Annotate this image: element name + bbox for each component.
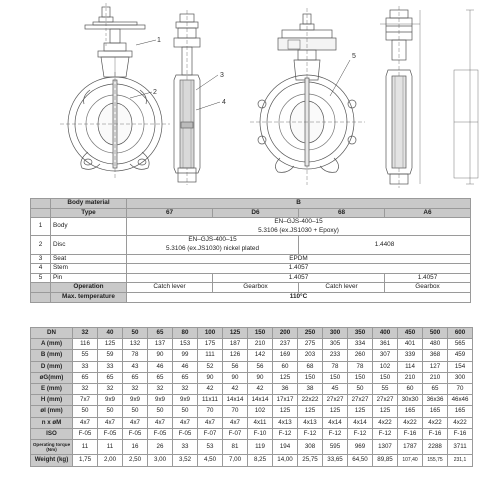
dimension-cell: 68 [298, 361, 323, 372]
dimension-cell: 165 [448, 406, 473, 417]
type-a6: A6 [385, 208, 471, 218]
dimension-cell: 33,65 [323, 454, 348, 466]
dimension-cell: 150 [373, 372, 398, 383]
dimension-cell: 210 [423, 372, 448, 383]
dimension-cell: 187 [223, 339, 248, 350]
dimension-cell: 4x14 [348, 417, 373, 428]
dimension-cell: 53 [198, 439, 223, 454]
dimension-cell: 33 [98, 361, 123, 372]
dimension-cell: 127 [423, 361, 448, 372]
dimension-cell: 231,1 [448, 454, 473, 466]
dimension-cell: 36 [273, 383, 298, 394]
dimension-row [31, 417, 473, 428]
dimension-cell: 8,25 [248, 454, 273, 466]
dimension-row-label: øI (mm) [31, 406, 73, 417]
dimension-cell: 70 [448, 383, 473, 394]
dimension-cell: 50 [148, 406, 173, 417]
dimension-cell: 459 [448, 350, 473, 361]
dimension-cell: F-12 [298, 428, 323, 439]
dimension-cell: 210 [398, 372, 423, 383]
dimension-cell: 2,50 [123, 454, 148, 466]
dimension-cell: 4,50 [198, 454, 223, 466]
dimension-cell: 32 [173, 383, 198, 394]
dimension-cell: 32 [73, 383, 98, 394]
dimension-cell: F-05 [173, 428, 198, 439]
dimension-cell: 111 [198, 350, 223, 361]
dimension-cell: F-16 [398, 428, 423, 439]
dimension-cell: 36x36 [423, 395, 448, 406]
operation-row: Operation Catch lever Gearbox Catch lever Gearbox [31, 283, 471, 293]
dimension-row-label: E (mm) [31, 383, 73, 394]
dimension-cell: 42 [248, 383, 273, 394]
dn-value: 100 [198, 328, 223, 339]
dimension-row [31, 428, 473, 439]
dimension-cell: 154 [448, 361, 473, 372]
dimension-cell: F-05 [148, 428, 173, 439]
dimension-cell: 165 [398, 406, 423, 417]
dimension-cell: 89,85 [373, 454, 398, 466]
dimension-row-label: H (mm) [31, 395, 73, 406]
dimension-cell: 50 [348, 383, 373, 394]
dimension-cell: 43 [123, 361, 148, 372]
dimension-row [31, 439, 473, 454]
part-row-seat: 3 Seat EPDM [31, 254, 471, 264]
dn-value: 350 [348, 328, 373, 339]
dimension-cell: 102 [373, 361, 398, 372]
dimension-row [31, 350, 473, 361]
dimension-cell: 78 [348, 361, 373, 372]
dimension-cell: 81 [223, 439, 248, 454]
dimension-cell: 114 [398, 361, 423, 372]
dimension-cell: 90 [223, 372, 248, 383]
dimension-cell: 38 [298, 383, 323, 394]
dimension-cell: 116 [73, 339, 98, 350]
dimension-cell: 150 [298, 372, 323, 383]
dimension-row [31, 372, 473, 383]
dimension-cell: 4x22 [398, 417, 423, 428]
dn-value: 40 [98, 328, 123, 339]
operation-label: Operation [51, 283, 127, 293]
dimension-cell: 90 [198, 372, 223, 383]
type-68: 68 [299, 208, 385, 218]
dimension-cell: 4x22 [448, 417, 473, 428]
dimension-row [31, 406, 473, 417]
dimension-cell: F-12 [273, 428, 298, 439]
dn-label: DN [31, 328, 73, 339]
dimension-cell: 27x27 [348, 395, 373, 406]
dimension-cell: 165 [423, 406, 448, 417]
dimension-cell: 50 [173, 406, 198, 417]
dimension-cell: 275 [298, 339, 323, 350]
dimension-cell: 60 [398, 383, 423, 394]
dn-value: 450 [398, 328, 423, 339]
dimension-cell: 107,40 [398, 454, 423, 466]
dimension-cell: 334 [348, 339, 373, 350]
dimension-cell: 125 [323, 406, 348, 417]
type-d6: D6 [213, 208, 299, 218]
dimension-cell: 11x11 [198, 395, 223, 406]
dimension-cell: 125 [373, 406, 398, 417]
dimensions-table [30, 327, 473, 467]
dimension-cell: 55 [73, 350, 98, 361]
dimension-cell: 17x17 [273, 395, 298, 406]
max-temperature-row [31, 292, 471, 302]
dimension-cell: 307 [373, 350, 398, 361]
dimension-cell: 175 [198, 339, 223, 350]
dimension-cell: 60 [273, 361, 298, 372]
body-material-label: Body material [51, 199, 127, 209]
dimension-cell: 30x30 [398, 395, 423, 406]
dimension-cell: 4x7 [98, 417, 123, 428]
dimension-cell: 4x7 [123, 417, 148, 428]
dimension-cell: 25,75 [298, 454, 323, 466]
dimension-cell: 150 [323, 372, 348, 383]
part-row-body: 1 Body EN–GJS-400–15 5.3106 (ex.JS1030 + Epoxy) [31, 218, 471, 236]
dimension-cell: 150 [348, 372, 373, 383]
dn-header-row [31, 328, 473, 339]
dn-value: 80 [173, 328, 198, 339]
dimension-cell: 9x9 [173, 395, 198, 406]
type-67: 67 [127, 208, 213, 218]
dimension-cell: 65 [423, 383, 448, 394]
dimension-cell: 126 [223, 350, 248, 361]
dimension-cell: 1307 [373, 439, 398, 454]
dimension-row-label: ISO [31, 428, 73, 439]
dimension-row-label: A (mm) [31, 339, 73, 350]
dimension-cell: 142 [248, 350, 273, 361]
dimension-cell: 59 [98, 350, 123, 361]
dimension-cell: 27x27 [373, 395, 398, 406]
dimension-cell: F-05 [73, 428, 98, 439]
dimension-cell: 4x13 [273, 417, 298, 428]
dimension-cell: 33 [173, 439, 198, 454]
dimension-cell: 56 [248, 361, 273, 372]
dimension-cell: 22x22 [298, 395, 323, 406]
dn-value: 65 [148, 328, 173, 339]
dimension-cell: 4x7 [198, 417, 223, 428]
dimension-cell: 153 [173, 339, 198, 350]
dimension-cell: 56 [223, 361, 248, 372]
dimension-row [31, 395, 473, 406]
dimension-cell: F-05 [98, 428, 123, 439]
dimension-cell: 26 [148, 439, 173, 454]
dimension-cell: 4x22 [423, 417, 448, 428]
dimension-cell: 210 [248, 339, 273, 350]
dimension-cell: 1787 [398, 439, 423, 454]
dimension-cell: 9x9 [123, 395, 148, 406]
dimension-cell: 78 [123, 350, 148, 361]
dimension-cell: 46 [173, 361, 198, 372]
front-view-gearbox [250, 8, 365, 185]
dimension-cell: 52 [198, 361, 223, 372]
dimension-row-label: n x øM [31, 417, 73, 428]
dimension-cell: 64,50 [348, 454, 373, 466]
dimension-cell: 125 [273, 406, 298, 417]
side-view-gearbox [380, 6, 478, 188]
dimension-cell: 595 [323, 439, 348, 454]
dimension-cell: 65 [98, 372, 123, 383]
dimension-row-label: Operating torque (Nm) [31, 439, 73, 454]
callout-2: 2 [153, 89, 157, 96]
dimension-cell: 4x14 [323, 417, 348, 428]
dimension-cell: 55 [373, 383, 398, 394]
dimension-cell: F-16 [423, 428, 448, 439]
dimension-cell: F-12 [348, 428, 373, 439]
dimension-cell: F-12 [323, 428, 348, 439]
dimension-cell: 14,00 [273, 454, 298, 466]
dimension-cell: 125 [348, 406, 373, 417]
max-temperature-label: Max. temperature [51, 292, 127, 302]
dimension-cell: 50 [98, 406, 123, 417]
side-section-view [174, 10, 200, 185]
dimension-cell: 27x27 [323, 395, 348, 406]
dimension-cell: 65 [148, 372, 173, 383]
dn-value: 600 [448, 328, 473, 339]
dn-value: 250 [298, 328, 323, 339]
dimension-cell: 401 [398, 339, 423, 350]
dimension-cell: 9x9 [98, 395, 123, 406]
dimension-cell: 45 [323, 383, 348, 394]
dimension-cell: 99 [173, 350, 198, 361]
dimension-cell: 237 [273, 339, 298, 350]
dimension-cell: 125 [298, 406, 323, 417]
body-material-row [31, 199, 471, 209]
dimension-cell: F-07 [223, 428, 248, 439]
type-row [31, 208, 471, 218]
dimension-cell: 4x22 [373, 417, 398, 428]
dimension-cell: 203 [298, 350, 323, 361]
dimension-cell: 11 [73, 439, 98, 454]
material-table [30, 198, 471, 303]
dimension-cell: 46x46 [448, 395, 473, 406]
dimension-cell: 4x7 [223, 417, 248, 428]
dimension-cell: 42 [198, 383, 223, 394]
dimension-row-label: Weight (kg) [31, 454, 73, 466]
max-temperature-value: 110°C [127, 292, 471, 302]
dimension-cell: 4x13 [298, 417, 323, 428]
dn-value: 400 [373, 328, 398, 339]
dimension-row [31, 383, 473, 394]
dimension-cell: 14x14 [248, 395, 273, 406]
dimension-row-label: øG(mm) [31, 372, 73, 383]
dimension-cell: 4x11 [248, 417, 273, 428]
dimension-cell: 308 [298, 439, 323, 454]
dimension-cell: 4x7 [148, 417, 173, 428]
dimension-row [31, 361, 473, 372]
dn-value: 150 [248, 328, 273, 339]
dimension-cell: 7x7 [73, 395, 98, 406]
dimension-cell: 300 [448, 372, 473, 383]
dimension-cell: 4x7 [173, 417, 198, 428]
dimension-cell: 3,52 [173, 454, 198, 466]
dimension-cell: 32 [98, 383, 123, 394]
dimension-cell: 339 [398, 350, 423, 361]
dn-value: 125 [223, 328, 248, 339]
dimension-cell: 125 [273, 372, 298, 383]
dimension-cell: 32 [123, 383, 148, 394]
dimension-cell: F-05 [123, 428, 148, 439]
dimension-cell: 233 [323, 350, 348, 361]
dimension-cell: 16 [123, 439, 148, 454]
dimension-cell: F-12 [373, 428, 398, 439]
dimension-cell: 3,00 [148, 454, 173, 466]
dn-value: 32 [73, 328, 98, 339]
dimension-cell: 90 [148, 350, 173, 361]
dimension-cell: 65 [123, 372, 148, 383]
technical-drawing [0, 0, 500, 195]
dimension-cell: F-07 [198, 428, 223, 439]
dimension-cell: 2,00 [98, 454, 123, 466]
callout-3: 3 [220, 72, 224, 79]
dimension-cell: 155,75 [423, 454, 448, 466]
dimension-cell: F-16 [448, 428, 473, 439]
dimension-cell: 70 [223, 406, 248, 417]
dimension-cell: 9x9 [148, 395, 173, 406]
dimension-cell: 65 [73, 372, 98, 383]
dimension-cell: 50 [123, 406, 148, 417]
part-row-pin: 5 Pin 1.4057 1.4057 [31, 273, 471, 283]
dimension-cell: 169 [273, 350, 298, 361]
dimension-cell: 137 [148, 339, 173, 350]
callout-4: 4 [222, 99, 226, 106]
dimension-cell: 4x7 [73, 417, 98, 428]
dimension-cell: 90 [248, 372, 273, 383]
dimension-cell: 32 [148, 383, 173, 394]
part-row-stem: 4 Stem 1.4057 [31, 264, 471, 274]
part-row-disc: 2 Disc EN–GJS-400–15 5.3106 (ex.JS1030) nickel plated 1.4408 [31, 236, 471, 254]
dimension-cell: 132 [123, 339, 148, 350]
dimension-cell: 565 [448, 339, 473, 350]
dimension-cell: 78 [323, 361, 348, 372]
dimension-cell: 480 [423, 339, 448, 350]
dimension-cell: 119 [248, 439, 273, 454]
dimension-cell: 361 [373, 339, 398, 350]
dn-value: 50 [123, 328, 148, 339]
dimension-row [31, 339, 473, 350]
dimension-cell: 14x14 [223, 395, 248, 406]
dimension-cell: 194 [273, 439, 298, 454]
dimension-row-label: D (mm) [31, 361, 73, 372]
dimension-cell: 46 [148, 361, 173, 372]
dimension-cell: 1,75 [73, 454, 98, 466]
dimension-cell: 7,00 [223, 454, 248, 466]
dimension-cell: 65 [173, 372, 198, 383]
dimension-cell: 969 [348, 439, 373, 454]
callout-5: 5 [352, 53, 356, 60]
dimension-cell: 33 [73, 361, 98, 372]
body-material-value: B [127, 199, 471, 209]
dimension-cell: 2288 [423, 439, 448, 454]
dimension-cell: 368 [423, 350, 448, 361]
dimension-cell: 3711 [448, 439, 473, 454]
dimension-cell: 70 [198, 406, 223, 417]
dimension-cell: 102 [248, 406, 273, 417]
dimension-cell: 260 [348, 350, 373, 361]
dimension-cell: 125 [98, 339, 123, 350]
dimension-cell: 50 [73, 406, 98, 417]
dimension-cell: 42 [223, 383, 248, 394]
dn-value: 200 [273, 328, 298, 339]
dimension-cell: F-10 [248, 428, 273, 439]
dimension-row-label: B (mm) [31, 350, 73, 361]
dimension-cell: 11 [98, 439, 123, 454]
dn-value: 300 [323, 328, 348, 339]
dimension-row [31, 454, 473, 466]
callout-1: 1 [157, 37, 161, 44]
dn-value: 500 [423, 328, 448, 339]
type-label: Type [51, 208, 127, 218]
dimension-cell: 305 [323, 339, 348, 350]
